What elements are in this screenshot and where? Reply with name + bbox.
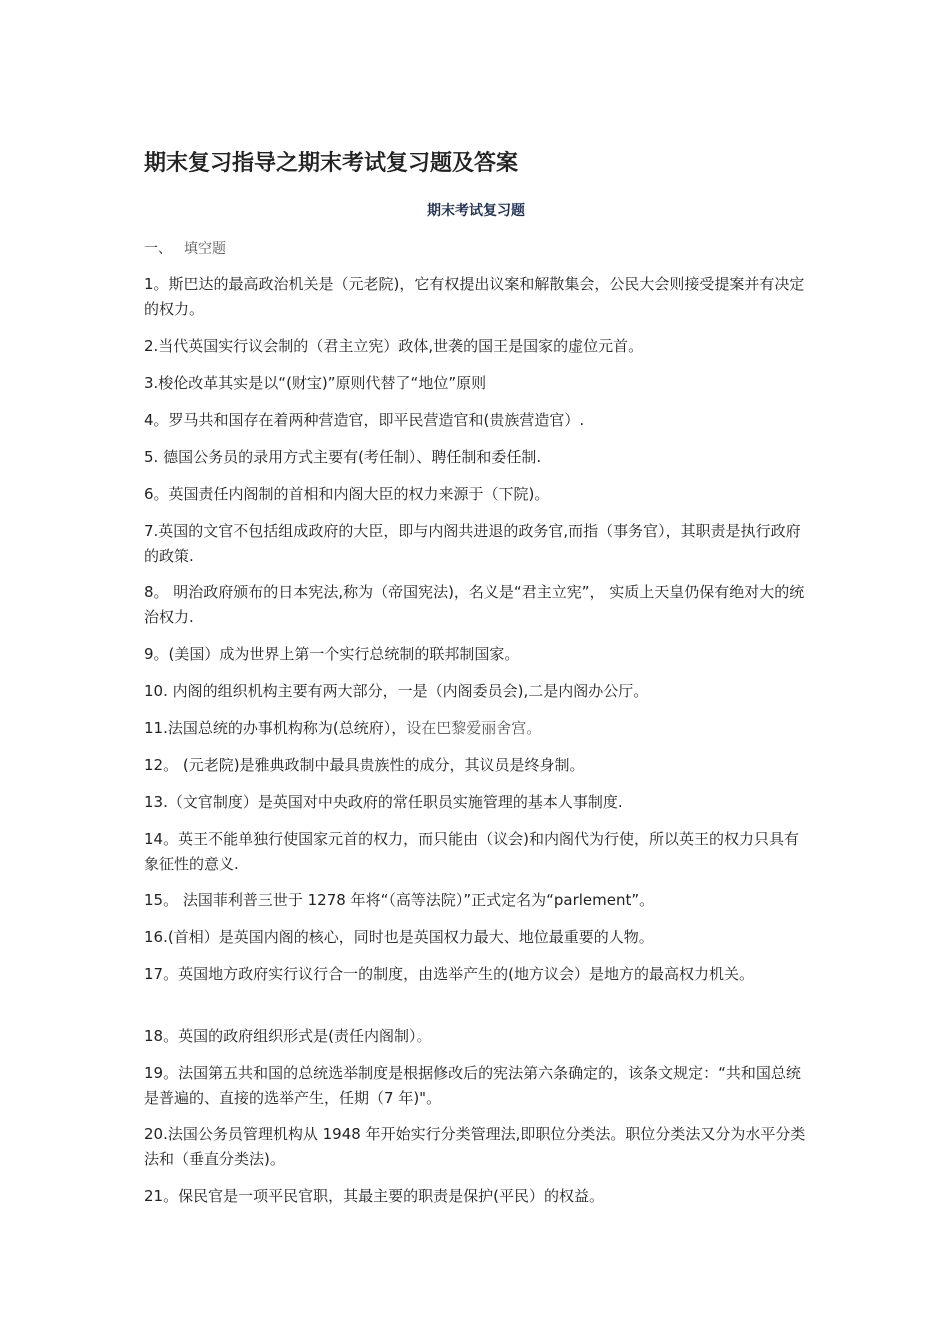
list-item: 10. 内阁的组织机构主要有两大部分，一是（内阁委员会),二是内阁办公厅。: [144, 682, 649, 700]
list-item: 1。斯巴达的最高政治机关是（元老院)，它有权提出议案和解散集会，公民大会则接受提案并有决定的权力。: [144, 275, 805, 318]
list-item: 15。 法国菲利普三世于 1278 年将“（高等法院）”正式定名为“parlement”。: [144, 891, 655, 909]
list-item-tail: 设在巴黎爱丽舍宫。: [406, 719, 542, 737]
list-item: 9。(美国）成为世界上第一个实行总统制的联邦制国家。: [144, 645, 520, 663]
list-item: 13.（文官制度）是英国对中央政府的常任职员实施管理的基本人事制度.: [144, 793, 623, 811]
list-item: 2.当代英国实行议会制的（君主立宪）政体,世袭的国王是国家的虚位元首。: [144, 337, 644, 355]
list-item: 14。英王不能单独行使国家元首的权力，而只能由（议会)和内阁代为行使，所以英王的权力只具有象征性的意义.: [144, 830, 799, 873]
list-item: 19。法国第五共和国的总统选举制度是根据修改后的宪法第六条确定的，该条文规定：“共和国总统是普遍的、直接的选举产生，任期（7 年)"。: [144, 1064, 801, 1107]
list-item: 3.梭伦改革其实是以“(财宝)”原则代替了“地位”原则: [144, 374, 487, 392]
list-item: 8。 明治政府颁布的日本宪法,称为（帝国宪法)，名义是“君主立宪”， 实质上天皇仍保有绝对大的统治权力.: [144, 583, 805, 626]
list-item: 7.英国的文官不包括组成政府的大臣，即与内阁共进退的政务官,而指（事务官），其职责是执行政府的政策.: [144, 522, 801, 565]
list-item: [144, 716, 808, 741]
list-item: 16.(首相）是英国内阁的核心，同时也是英国权力最大、地位最重要的人物。: [144, 928, 654, 946]
list-item: 20.法国公务员管理机构从 1948 年开始实行分类管理法,即职位分类法。职位分类法又分为水平分类法和（垂直分类法)。: [144, 1125, 806, 1168]
list-item: 6。英国责任内阁制的首相和内阁大臣的权力来源于（下院)。: [144, 485, 550, 503]
list-item: 17。英国地方政府实行议行合一的制度，由选举产生的(地方议会）是地方的最高权力机关。: [144, 965, 754, 983]
list-item: 5. 德国公务员的录用方式主要有(考任制）、聘任制和委任制.: [144, 448, 542, 466]
list-item: 12。 (元老院)是雅典政制中最具贵族性的成分，其议员是终身制。: [144, 756, 585, 774]
list-item: 4。罗马共和国存在着两种营造官，即平民营造官和(贵族营造官）.: [144, 411, 585, 429]
document-title: 期末复习指导之期末考试复习题及答案: [144, 151, 519, 176]
section-label: 填空题: [184, 241, 226, 257]
section-heading: [144, 238, 226, 258]
document-subtitle: 期末考试复习题: [427, 203, 525, 219]
list-item-tail: 。: [416, 1027, 432, 1045]
document-page: [144, 0, 808, 1344]
list-item-text: 11.法国总统的办事机构称为(总统府），: [144, 719, 407, 737]
section-number: 一、: [144, 241, 172, 257]
list-item: 21。保民官是一项平民官职，其最主要的职责是保护(平民）的权益。: [144, 1187, 604, 1205]
list-item-text: 18。英国的政府组织形式是(责任内阁制）: [144, 1027, 417, 1045]
list-item: [144, 1024, 808, 1049]
